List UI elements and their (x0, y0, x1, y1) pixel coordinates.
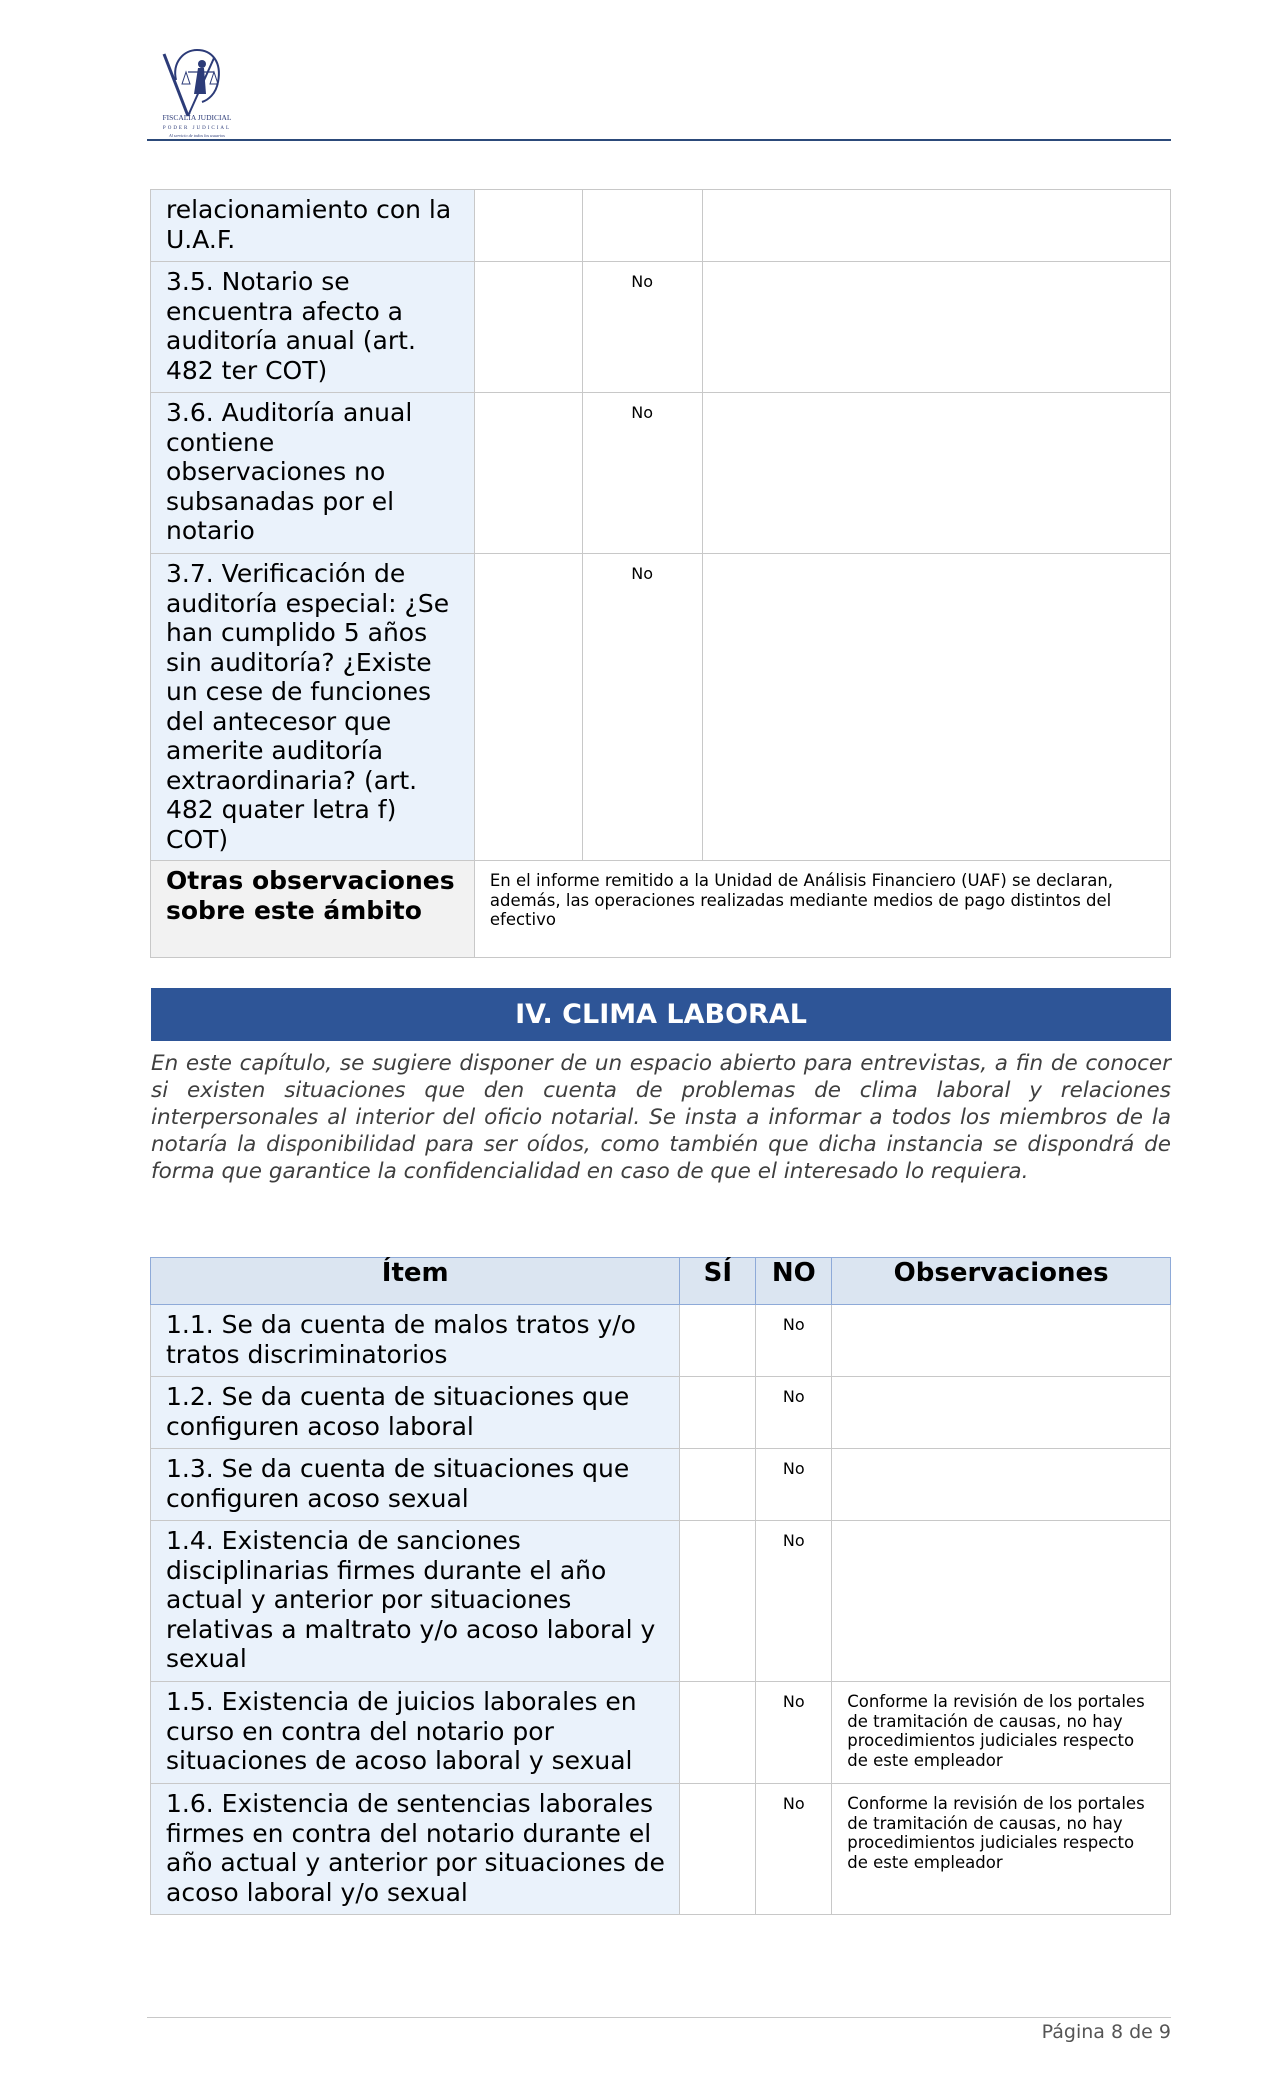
page-number: Página 8 de 9 (1041, 2021, 1171, 2043)
observations-cell (702, 262, 1170, 393)
si-cell (680, 1377, 756, 1449)
item-cell: 1.2. Se da cuenta de situaciones que configuren acoso laboral (151, 1377, 680, 1449)
table-row (151, 1521, 1171, 1682)
scales-of-justice-icon (164, 50, 219, 116)
observations-cell (832, 1377, 1171, 1449)
item-cell: relacionamiento con la U.A.F. (151, 190, 475, 262)
observations-cell (702, 554, 1170, 861)
item-cell: 3.5. Notario se encuentra afecto a auditoría anual (art. 482 ter COT) (151, 262, 475, 393)
section-intro: En este capítulo, se sugiere disponer de un espacio abierto para entrevistas, a fin de conocer si existen situaciones que den cuenta de problemas de clima laboral y relaciones interpersonales al interior del oficio notarial. Se insta a informar a todos los miembros de la notaría la disponibilidad para ser oídos, como también que dicha instancia se dispondrá de forma que garantice la confidencialidad en caso de que el interesado lo requiera. (151, 1051, 1171, 1184)
observations-cell (702, 190, 1170, 262)
si-cell (680, 1305, 756, 1377)
no-cell: No (756, 1784, 832, 1915)
no-cell: No (756, 1449, 832, 1521)
si-cell (474, 262, 582, 393)
item-cell: 1.1. Se da cuenta de malos tratos y/o tratos discriminatorios (151, 1305, 680, 1377)
table-row (151, 1784, 1171, 1915)
no-cell: No (756, 1305, 832, 1377)
si-cell (680, 1784, 756, 1915)
section-title: IV. CLIMA LABORAL (151, 988, 1171, 1041)
column-header-item: Ítem (151, 1258, 680, 1305)
item-cell: 1.6. Existencia de sentencias laborales firmes en contra del notario durante el año actual y anterior por situaciones de acoso laboral y/o sexual (151, 1784, 680, 1915)
observations-cell (832, 1449, 1171, 1521)
no-cell: No (582, 262, 702, 393)
no-cell: No (756, 1521, 832, 1682)
table-row (151, 1682, 1171, 1784)
other-observations-text: En el informe remitido a la Unidad de Análisis Financiero (UAF) se declaran, además, las operaciones realizadas mediante medios de pago distintos del efectivo (474, 861, 1170, 958)
no-cell: No (756, 1377, 832, 1449)
si-cell (474, 393, 582, 554)
observations-cell: Conforme la revisión de los portales de tramitación de causas, no hay procedimientos judiciales respecto de este empleador (832, 1784, 1171, 1915)
si-cell (680, 1682, 756, 1784)
fiscalia-judicial-logo (158, 44, 236, 140)
observations-cell: Conforme la revisión de los portales de tramitación de causas, no hay procedimientos judiciales respecto de este empleador (832, 1682, 1171, 1784)
item-cell: 3.7. Verificación de auditoría especial: ¿Se han cumplido 5 años sin auditoría? ¿Existe un cese de funciones del antecesor que amerite auditoría extraordinaria? (art. 482 quater letra f) COT) (151, 554, 475, 861)
header-rule (147, 139, 1171, 141)
table-row (151, 1377, 1171, 1449)
footer-rule (147, 2017, 1171, 2018)
no-cell: No (582, 554, 702, 861)
logo-line-2: PODER JUDICIAL (162, 126, 232, 131)
observations-cell (832, 1521, 1171, 1682)
table-row (151, 190, 1171, 262)
no-cell (582, 190, 702, 262)
no-cell: No (582, 393, 702, 554)
table-row (151, 1449, 1171, 1521)
no-cell: No (756, 1682, 832, 1784)
logo-line-3: Al servicio de todos los usuarios (169, 133, 225, 138)
table-row (151, 262, 1171, 393)
si-cell (680, 1521, 756, 1682)
column-header-no: NO (756, 1258, 832, 1305)
clima-laboral-table (150, 1257, 1171, 1915)
compliance-table-continued (150, 189, 1171, 958)
logo-line-1: FISCALÍA JUDICIAL (162, 113, 232, 122)
item-cell: 3.6. Auditoría anual contiene observaciones no subsanadas por el notario (151, 393, 475, 554)
column-header-si: SÍ (680, 1258, 756, 1305)
item-cell: 1.4. Existencia de sanciones disciplinarias firmes durante el año actual y anterior por situaciones relativas a maltrato y/o acoso laboral y sexual (151, 1521, 680, 1682)
observations-cell (832, 1305, 1171, 1377)
si-cell (474, 554, 582, 861)
si-cell (474, 190, 582, 262)
item-cell: 1.3. Se da cuenta de situaciones que configuren acoso sexual (151, 1449, 680, 1521)
item-cell: 1.5. Existencia de juicios laborales en curso en contra del notario por situaciones de acoso laboral y sexual (151, 1682, 680, 1784)
column-header-observaciones: Observaciones (832, 1258, 1171, 1305)
table-row (151, 1305, 1171, 1377)
other-observations-row (151, 861, 1171, 958)
other-observations-label: Otras observaciones sobre este ámbito (151, 861, 475, 958)
observations-cell (702, 393, 1170, 554)
table-row (151, 554, 1171, 861)
si-cell (680, 1449, 756, 1521)
table-row (151, 393, 1171, 554)
table-header-row (151, 1258, 1171, 1305)
